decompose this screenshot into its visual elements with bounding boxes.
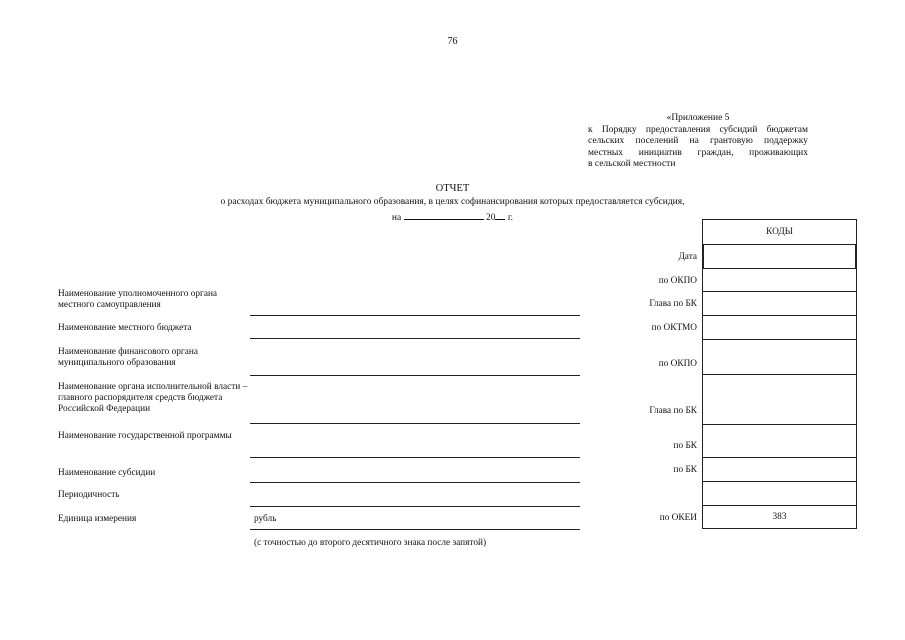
appendix-line: в сельской местности	[588, 159, 676, 169]
code-cell[interactable]	[703, 340, 856, 375]
page-number: 76	[447, 36, 458, 47]
date-prefix: на	[391, 213, 402, 223]
code-label: Глава по БК	[649, 406, 697, 416]
field-label: Наименование органа исполнительной власти – главного распорядителя средств бюджета Российской Федерации	[58, 382, 248, 414]
codes-table	[702, 219, 857, 529]
code-label: по ОКПО	[658, 276, 697, 286]
code-label: по ОКТМО	[651, 323, 697, 333]
code-cell[interactable]	[703, 458, 856, 482]
field-label: Наименование субсидии	[58, 468, 156, 478]
code-cell[interactable]	[703, 269, 856, 292]
code-label: Глава по БК	[649, 299, 697, 309]
field-line[interactable]	[250, 315, 580, 316]
code-cell[interactable]	[703, 292, 856, 316]
appendix-line: сельских поселений на грантовую поддержку	[588, 136, 808, 146]
code-cell[interactable]	[703, 316, 856, 340]
appendix-line: к Порядку предоставления субсидий бюджетам	[588, 124, 808, 135]
code-cell[interactable]	[703, 375, 856, 425]
code-cell[interactable]	[703, 425, 856, 458]
okei-value: 383	[703, 506, 856, 529]
field-label: Наименование финансового органа муниципального образования	[58, 347, 198, 368]
year-blank[interactable]	[495, 210, 505, 220]
field-line[interactable]	[250, 423, 580, 424]
field-line[interactable]	[250, 457, 580, 458]
field-label: Наименование государственной программы	[58, 431, 232, 441]
year-suffix: г.	[507, 213, 514, 223]
code-cell[interactable]	[702, 245, 857, 269]
code-label: по БК	[673, 465, 697, 475]
date-blank[interactable]	[404, 210, 484, 220]
field-line[interactable]	[250, 506, 580, 507]
field-label: Периодичность	[58, 490, 120, 500]
report-title: ОТЧЕТ	[435, 183, 470, 194]
codes-header: КОДЫ	[703, 220, 856, 245]
field-label: Наименование уполномоченного органа местного самоуправления	[58, 289, 218, 310]
field-label: Наименование местного бюджета	[58, 323, 192, 333]
field-label: Единица измерения	[58, 514, 137, 524]
appendix-line: «Приложение 5	[666, 113, 730, 123]
code-label: Дата	[678, 252, 697, 262]
field-line[interactable]	[250, 375, 580, 376]
field-line[interactable]	[250, 482, 580, 483]
precision-note: (с точностью до второго десятичного знака после запятой)	[254, 538, 487, 548]
unit-value: рубль	[254, 514, 277, 524]
year-prefix: 20	[485, 213, 496, 223]
appendix-note	[588, 113, 808, 171]
code-cell[interactable]	[703, 482, 856, 506]
report-subtitle: о расходах бюджета муниципального образования, в целях софинансирования которых предоставляется субсидия,	[220, 197, 685, 207]
appendix-line: местных инициатив граждан, проживающих	[588, 147, 808, 158]
field-line[interactable]	[250, 338, 580, 339]
field-line[interactable]	[250, 529, 580, 530]
code-label: по БК	[673, 441, 697, 451]
code-label: по ОКЕИ	[659, 513, 697, 523]
code-label: по ОКПО	[658, 359, 697, 369]
